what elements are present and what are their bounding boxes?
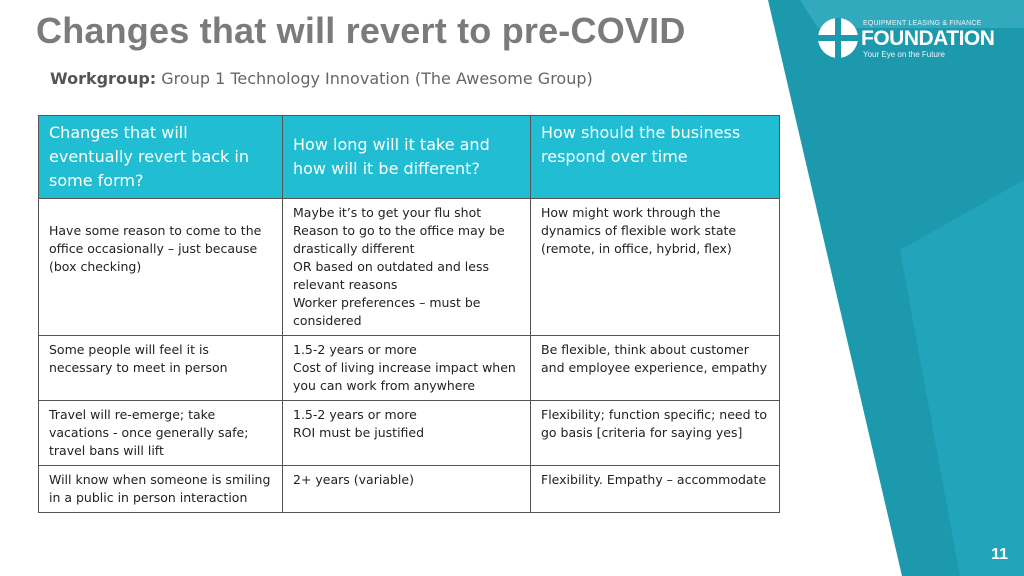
workgroup-line [50, 69, 593, 88]
table-cell: Some people will feel it is necessary to meet in person [39, 336, 283, 401]
page-number: 11 [991, 546, 1008, 563]
table-row [39, 466, 780, 513]
table-cell: Maybe it’s to get your flu shot Reason to go to the office may be drastically different OR based on outdated and less relevant reasons Worker preferences – must be considered [283, 199, 531, 336]
table-row [39, 199, 780, 336]
table-cell: Have some reason to come to the office occasionally – just because (box checking) [39, 199, 283, 336]
logo-name: FOUNDATION [861, 27, 995, 50]
header-response: How should the business respond over time [531, 116, 780, 199]
table-cell: 2+ years (variable) [283, 466, 531, 513]
table-cell: Flexibility; function specific; need to go basis [criteria for saying yes] [531, 401, 780, 466]
changes-table [38, 115, 780, 513]
globe-icon [818, 18, 858, 58]
logo-top-line: EQUIPMENT LEASING & FINANCE [863, 20, 982, 27]
slide-title: Changes that will revert to pre-COVID [36, 10, 686, 51]
table-cell: How might work through the dynamics of flexible work state (remote, in office, hybrid, flex) [531, 199, 780, 336]
foundation-logo [818, 18, 1008, 64]
workgroup-value: Group 1 Technology Innovation (The Awesome Group) [161, 69, 593, 88]
table-cell: Be flexible, think about customer and employee experience, empathy [531, 336, 780, 401]
table-cell: Travel will re-emerge; take vacations - once generally safe; travel bans will lift [39, 401, 283, 466]
table-cell: 1.5-2 years or more Cost of living increase impact when you can work from anywhere [283, 336, 531, 401]
workgroup-label: Workgroup: [50, 69, 157, 88]
table-cell: 1.5-2 years or more ROI must be justified [283, 401, 531, 466]
table-cell: Flexibility. Empathy – accommodate [531, 466, 780, 513]
header-changes: Changes that will eventually revert back in some form? [39, 116, 283, 199]
table-cell: Will know when someone is smiling in a public in person interaction [39, 466, 283, 513]
table-row [39, 336, 780, 401]
table-header-row [39, 116, 780, 199]
logo-tagline: Your Eye on the Future [863, 50, 945, 59]
header-duration: How long will it take and how will it be different? [283, 116, 531, 199]
table-row [39, 401, 780, 466]
